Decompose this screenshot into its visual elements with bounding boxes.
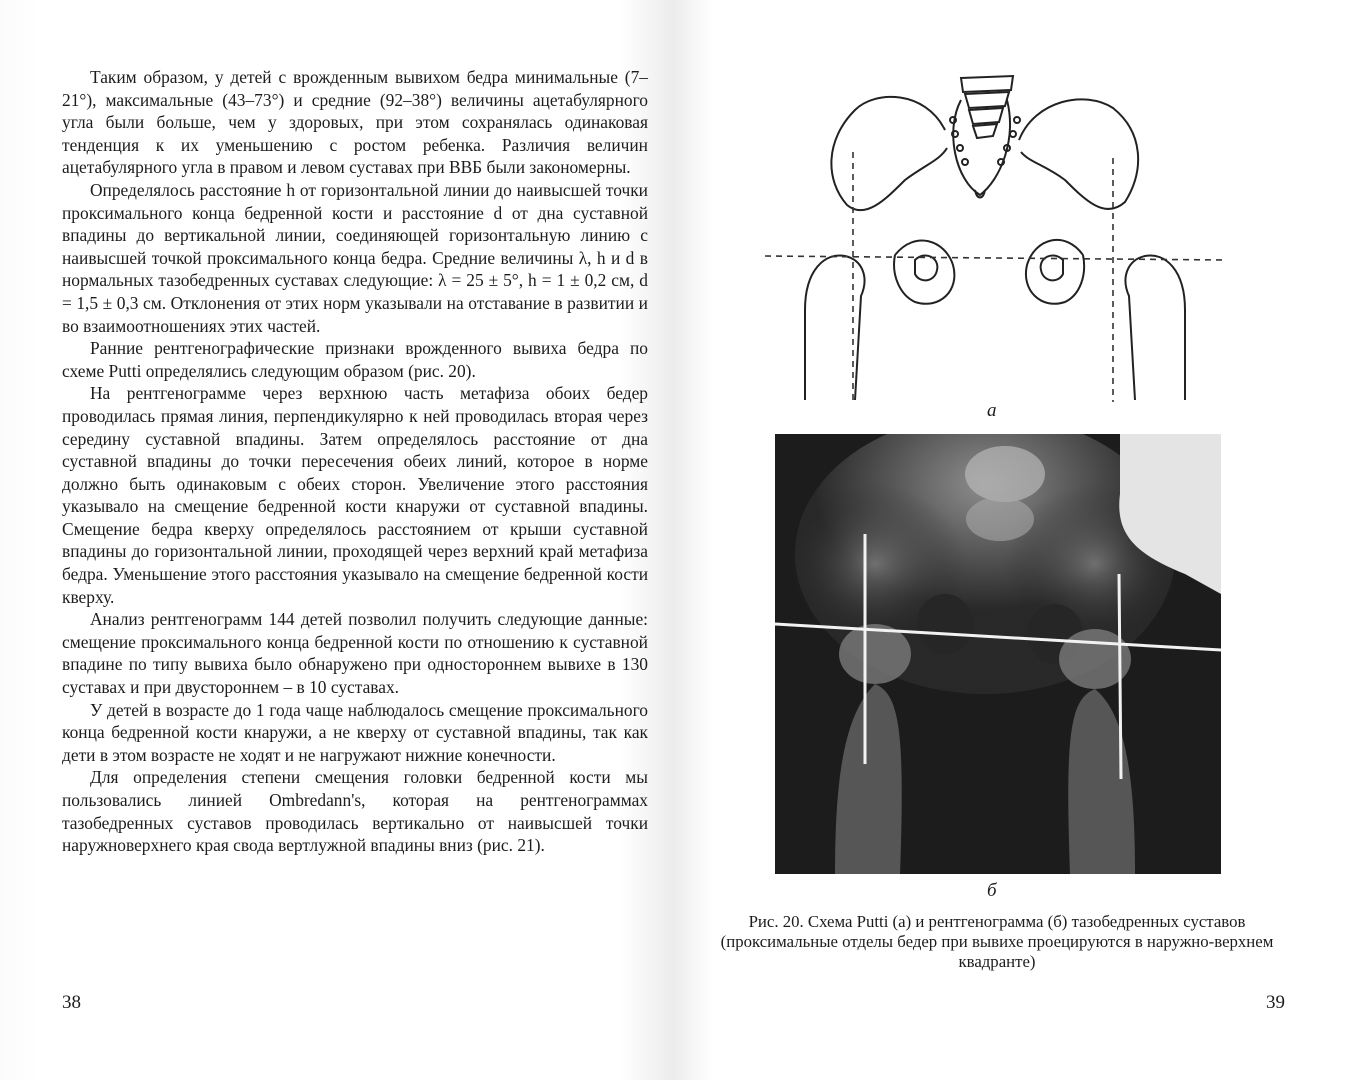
paragraph-4: На рентгенограмме через верхнюю часть метафиза обоих бедер проводилась прямая линия, перпендикулярно к ней проводилась вторая через середину суставной впадины. Затем определялось расстояние от дна суставной впадины до точки пересечения обеих линий, которое в норме должно быть одинаковым с обеих сторон. Увеличение этого расстояния указывало на смещение бедренной кости кнаружи от суставной впадины. Смещение бедра кверху определялось расстоянием от крыши суставной впадины до горизонтальной линии, проходящей через верхний край метафиза бедра. Уменьшение этого расстояния указывало на смещение бедренной кости кверху. — [62, 383, 648, 607]
xray-radiograph — [775, 434, 1221, 874]
figure-label-b: б — [987, 880, 997, 901]
paragraph-1: Таким образом, у детей с врожденным вывихом бедра минимальные (7–21°), максимальные (43–73°) и средние (92–38°) величины ацетабулярного угла были больше, чем у здоровых, при этом сохранялась одинаковая тенденция к их уменьшению с ростом ребенка. Различия величин ацетабулярного угла в правом и левом суставах при ВВБ были закономерны. — [62, 67, 648, 178]
paragraph-7: Для определения степени смещения головки бедренной кости мы пользовались линией Ombredann's, которая на рентгенограммах тазобедренных суставов проводилась вертикально от наивысшей точки наружноверхнего края свода вертлужной впадины вниз (рис. 21). — [62, 767, 648, 856]
figure-caption: Рис. 20. Схема Putti (а) и рентгенограмма (б) тазобедренных суставов (проксимальные отделы бедер при вывихе проецируются в наружно-верхнем квадранте) — [720, 912, 1274, 971]
page-number-right: 39 — [1266, 992, 1285, 1013]
paragraph-6: У детей в возрасте до 1 года чаще наблюдалось смещение проксимального конца бедренной кости кнаружи, а не кверху от суставной впадины, так как дети в этом возрасте не ходят и не нагружают нижние конечности. — [62, 699, 648, 765]
left-page-text — [62, 66, 648, 857]
paragraph-2: Определялось расстояние h от горизонтальной линии до наивысшей точки проксимального конца бедренной кости и расстояние d от дна суставной впадины до вертикальной линии, соединяющей горизонтальную линию с наивысшей точкой проксимального конца бедра. Средние величины λ, h и d в нормальных тазобедренных суставах следующие: λ = 25 ± 5°, h = 1 ± 0,2 см, d = 1,5 ± 0,3 см. Отклонения от этих норм указывали на отставание в развитии и во взаимоотношениях этих частей. — [62, 179, 648, 336]
xray-image — [775, 434, 1221, 874]
paragraph-5: Анализ рентгенограмм 144 детей позволил получить следующие данные: смещение проксимального конца бедренной кости по отношению к суставной впадине по типу вывиха было обнаружено при одностороннем вывихе в 130 суставах и при двустороннем – в 10 суставах. — [62, 609, 648, 698]
right-page — [673, 0, 1346, 1080]
putti-scheme-figure — [765, 70, 1225, 410]
page-number-left: 38 — [62, 992, 81, 1013]
paragraph-3: Ранние рентгенографические признаки врожденного вывиха бедра по схеме Putti определялись следующим образом (рис. 20). — [62, 338, 648, 381]
figure-label-a: а — [987, 400, 997, 421]
